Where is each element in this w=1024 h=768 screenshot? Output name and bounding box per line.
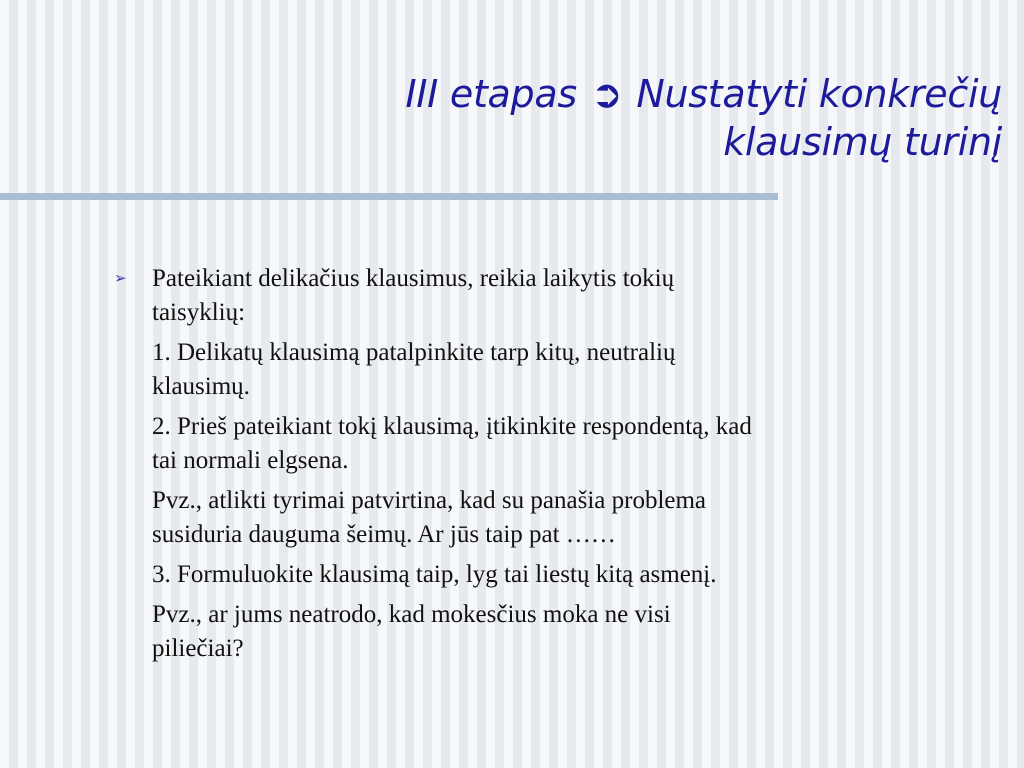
arrow-bullet-icon: ➢ (114, 271, 127, 287)
example-2-line-2: piliečiai? (152, 635, 244, 662)
bullet-item (112, 262, 1004, 330)
rule-2-line-1: 2. Prieš pateikiant tokį klausimą, įtikinkite respondentą, kad (152, 413, 752, 440)
rule-1-line-2: klausimų. (152, 373, 250, 400)
title-divider (0, 193, 778, 200)
intro-text (152, 262, 1004, 330)
example-2 (112, 598, 1004, 666)
title-topic-continued: klausimų turinį (723, 120, 1002, 164)
intro-line-2: taisyklių: (152, 299, 246, 326)
rule-1 (112, 336, 1004, 404)
example-2-line-1: Pvz., ar jums neatrodo, kad mokesčius moka ne visi (152, 601, 671, 628)
rule-2-line-2: tai normali elgsena. (152, 447, 349, 474)
intro-line-1: Pateikiant delikačius klausimus, reikia laikytis tokių (152, 265, 675, 292)
slide-title (102, 70, 1002, 166)
rule-3-line-1: 3. Formuluokite klausimą taip, lyg tai liestų kitą asmenį. (152, 561, 717, 588)
rule-3 (112, 558, 1004, 592)
title-stage: III etapas (405, 72, 577, 116)
slide-body (112, 262, 1004, 666)
rule-1-line-1: 1. Delikatų klausimą patalpinkite tarp kitų, neutralių (152, 339, 676, 366)
example-1-line-1: Pvz., atlikti tyrimai patvirtina, kad su panašia problema (152, 487, 707, 514)
rule-2 (112, 410, 1004, 478)
example-1 (112, 484, 1004, 552)
title-topic: Nustatyti konkrečių (636, 72, 1002, 116)
arrow-icon: ➲ (590, 72, 623, 116)
example-1-line-2: susiduria dauguma šeimų. Ar jūs taip pat …… (152, 521, 616, 548)
